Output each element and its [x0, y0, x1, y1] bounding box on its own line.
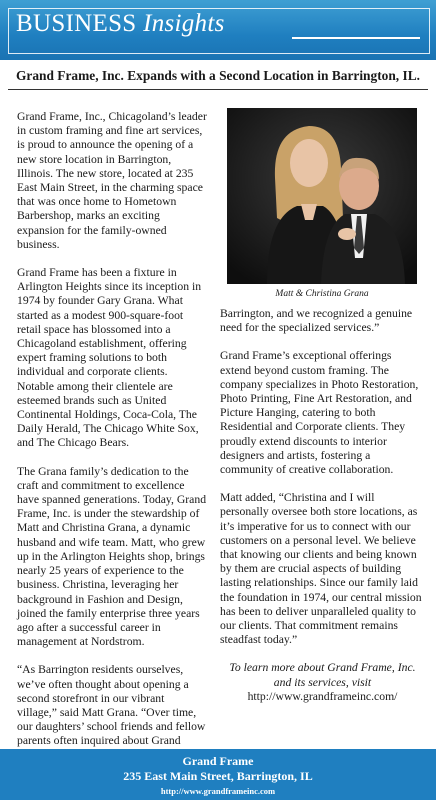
website-link[interactable]: http://www.grandframeinc.com/: [247, 689, 398, 703]
closing-text: To learn more about Grand Frame, Inc. and its services, visit: [229, 661, 416, 689]
paragraph: Grand Frame, Inc., Chicagoland’s leader in custom framing and fine art services, is proud to announce the opening of a new store location in Barrington, Illinois. The new store, located at 235 East Main Street, in the charming space that was once home to Hometown Barbershop, marks an exciting expansion for the family-owned business.: [17, 110, 207, 251]
footer-company: Grand Frame: [182, 754, 254, 768]
paragraph: Grand Frame’s exceptional offerings extend beyond custom framing. The company specializes in Photo Restoration, Photo Printing, Fine Art Restoration, and Picture Hanging, catering to both Residential and Corporate clients. They proudly extend discounts to interior designers and artists, fostering a community of creative collaboration.: [220, 349, 419, 477]
photo-caption: Matt & Christina Grana: [275, 289, 369, 299]
footer-address: 235 East Main Street, Barrington, IL: [123, 769, 313, 783]
owners-photo-image: [227, 108, 417, 284]
right-column: [220, 307, 425, 704]
headline-divider: [8, 89, 428, 90]
paragraph: “As Barrington residents ourselves, we’ve often thought about opening a second storefront in our vibrant village,” said Matt Grana. “Over time, our daughters’ school friends and fellow parents often inquired about Grand: [17, 663, 206, 748]
article-headline: Grand Frame, Inc. Expands with a Second Location in Barrington, IL.: [15, 68, 420, 83]
footer-url[interactable]: http://www.grandframeinc.com: [160, 786, 276, 796]
closing-note: [220, 661, 425, 704]
paragraph: Matt added, “Christina and I will personally oversee both store locations, as it’s imperative for us to connect with our customers on a personal level. We believe that knowing our clients and being known by them are crucial aspects of building lasting relationships. Since our family laid the foundation in 1974, our central mission has been to deliver unparalleled quality to our clients. That commitment remains steadfast today.”: [220, 491, 422, 647]
banner: [0, 0, 436, 60]
section-title: [16, 10, 225, 38]
paragraph: Barrington, and we recognized a genuine need for the specialized services.”: [220, 307, 413, 335]
left-column: [17, 110, 207, 777]
footer: [0, 749, 436, 800]
section-title-insights: Insights: [143, 10, 225, 37]
paragraph: Grand Frame has been a fixture in Arlington Heights since its inception in 1974 by founder Gary Grana. What started as a modest 900-square-foot retail space has blossomed into a Chicagoland establishment, offering expert framing solutions to both individual and corporate clients. Notable among their clientele are esteemed brands such as United Continental Holdings, Coca-Cola, The Daily Herald, The Chicago White Sox, and The Chicago Bears.: [17, 266, 202, 450]
section-title-business: BUSINESS: [16, 10, 137, 37]
owners-photo: [227, 108, 417, 284]
banner-rule: [292, 37, 420, 39]
paragraph: The Grana family’s dedication to the craft and commitment to excellence have spanned generations. Today, Grand Frame, Inc. is under the stewardship of Matt and Christina Grana, a dynamic husband and wife team. Matt, who grew up in the Arlington Heights shop, brings nearly 25 years of experience to the business. Christina, leveraging her background in Fashion and Design, joined the family enterprise three years ago after a successful career in management at Nordstrom.: [17, 464, 207, 649]
